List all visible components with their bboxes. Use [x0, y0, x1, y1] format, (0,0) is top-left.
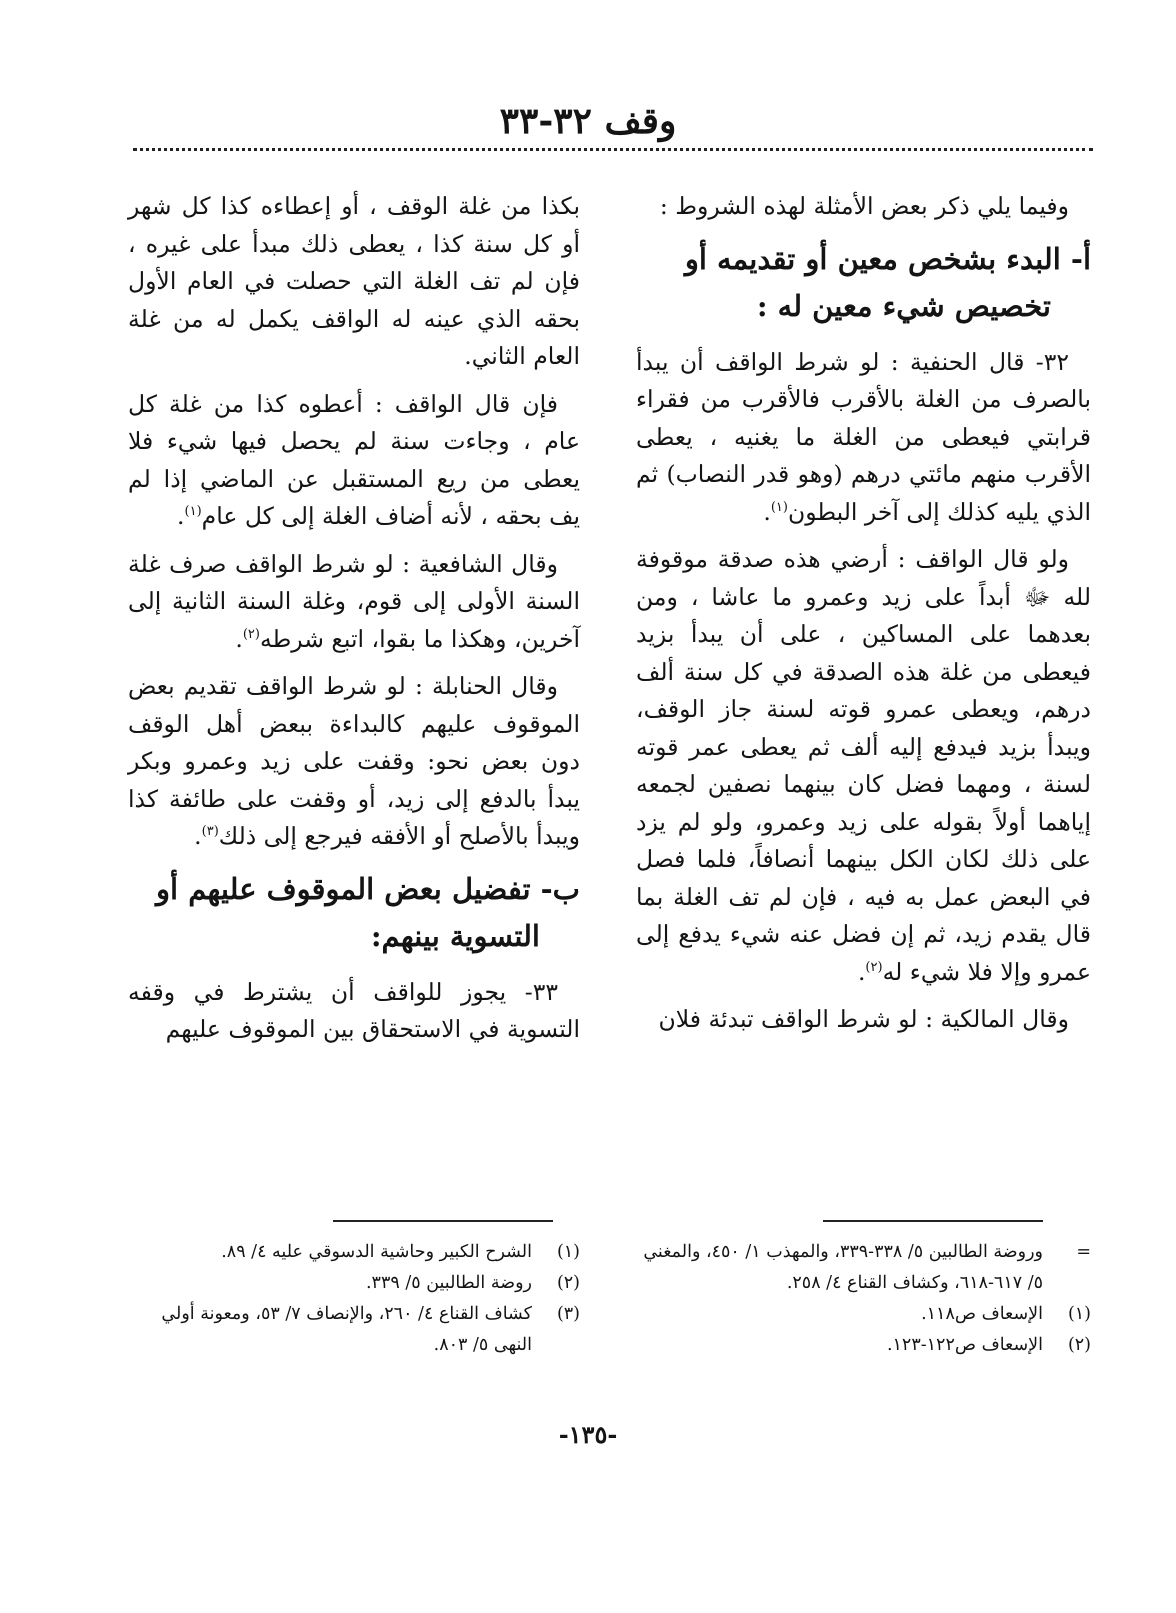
footnote-item	[128, 1237, 580, 1268]
paragraph-yearly-end: .	[177, 502, 185, 530]
paragraph-continuation: بكذا من غلة الوقف ، أو إعطاءه كذا كل شهر أو كل سنة كذا ، يعطى ذلك مبدأ على غيره ، فإن لم تف الغلة التي حصلت في العام الأول بحقه الذي عينه له الواقف يكمل له من غلة العام الثاني.	[128, 192, 580, 370]
footnote-item	[128, 1268, 580, 1299]
footnotes-left	[128, 1237, 580, 1361]
paragraph-hanbali-text: وقال الحنابلة : لو شرط الواقف تقديم بعض الموقوف عليهم كالبداءة ببعض أهل الوقف دون بعض نحو: وقفت على زيد وعمرو وبكر يبدأ بالدفع إلى زيد، أو وقفت على طائفة كذا ويبدأ بالأصلح أو الأفقه فيرجع إلى ذلك	[128, 672, 580, 850]
section-heading-a-line1: أ- البدء بشخص معين أو تقديمه أو	[684, 241, 1091, 276]
footnote-text: الشرح الكبير وحاشية الدسوقي عليه ٤/ ٨٩.	[221, 1242, 532, 1262]
footnote-text: روضة الطالبين ٥/ ٣٣٩.	[365, 1273, 532, 1293]
paragraph-hanbali	[128, 668, 580, 856]
footnote-item	[128, 1299, 580, 1361]
page-number: -١٣٥-	[558, 1420, 618, 1449]
paragraph-yearly-yield	[128, 386, 580, 536]
footnote-item	[636, 1237, 1091, 1299]
paragraph-33: ٣٣- يجوز للواقف أن يشترط في وقفه التسوية في الاستحقاق بين الموقوف عليهم	[128, 977, 580, 1043]
header-dotted-divider	[133, 148, 1093, 151]
paragraph-yearly-text: فإن قال الواقف : أعطوه كذا من غلة كل عام ، وجاءت سنة لم يحصل فيها شيء فلا يعطى من ريع المستقبل عن الماضي إذا لم يف بحقه ، لأنه أضاف الغلة إلى كل عام	[128, 389, 580, 530]
footnote-number: (٣)	[556, 1304, 580, 1324]
paragraph-32-end: .	[763, 497, 771, 526]
footnote-number: (١)	[556, 1242, 580, 1262]
paragraph-shafii-end: .	[235, 624, 243, 653]
footnote-number: (٢)	[556, 1273, 580, 1293]
paragraph-32-hanafi	[636, 344, 1091, 532]
footnote-number: (١)	[1067, 1304, 1091, 1324]
footnote-item	[636, 1299, 1091, 1330]
paragraph-maliki: وقال المالكية : لو شرط الواقف تبدئة فلان	[658, 1005, 1069, 1033]
section-heading-a	[636, 236, 1091, 330]
footnote-item	[636, 1330, 1091, 1361]
intro-paragraph: وفيما يلي ذكر بعض الأمثلة لهذه الشروط :	[659, 192, 1069, 220]
paragraph-waqif-end: .	[857, 957, 866, 986]
left-column	[128, 188, 580, 1059]
page-header-title: وقف ٣٢-٣٣	[499, 100, 677, 142]
section-heading-b	[128, 866, 580, 960]
footnote-number: (٢)	[1067, 1335, 1091, 1355]
paragraph-waqif-example	[636, 541, 1091, 991]
paragraph-32-text: ٣٢- قال الحنفية : لو شرط الواقف أن يبدأ بالصرف من الغلة بالأقرب فالأقرب من فقراء قرابتي فيعطى من الغلة ما يغنيه ، يعطى الأقرب منهم مائتي درهم (وهو قدر النصاب) ثم الذي يليه كذلك إلى آخر البطون	[636, 347, 1091, 526]
footnote-text: الإسعاف ص١٢٢-١٢٣.	[886, 1335, 1043, 1355]
paragraph-shafii-text: وقال الشافعية : لو شرط الواقف صرف غلة السنة الأولى إلى قوم، وغلة السنة الثانية إلى آخرين، وهكذا ما بقوا، اتبع شرطه	[128, 549, 580, 653]
right-column	[636, 188, 1091, 1049]
footnote-divider-right	[823, 1220, 1043, 1222]
paragraph-shafii	[128, 546, 580, 659]
section-heading-a-line2: تخصيص شيء معين له :	[756, 288, 1051, 323]
footnote-ref-2: (٢)	[865, 959, 883, 975]
footnote-text: الإسعاف ص١١٨.	[921, 1304, 1043, 1324]
section-heading-b-line2: التسوية بينهم:	[370, 918, 540, 953]
paragraph-waqif-text: ولو قال الواقف : أرضي هذه صدقة موقوفة لله ﷻ أبداً على زيد وعمرو ما عاشا ، ومن بعدهما على المساكين ، على أن يبدأ بزيد فيعطى من غلة هذه الصدقة في كل سنة ألف درهم، ويعطى عمرو قوته لسنة جاز الوقف، ويبدأ بزيد فيدفع إليه ألف ثم يعطى عمر قوته لسنة ، ومهما فضل كان بينهما نصفين لجمعه إياهما أولاً بقوله على زيد وعمرو، ولو لم يزد على ذلك لكان الكل بينهما أنصافاً، فلما فصل في البعض عمل به فيه ، فإن لم تف الغلة بما قال يقدم زيد، ثم إن فضل عنه شيء يدفع إلى عمرو وإلا فلا شيء له	[636, 545, 1091, 986]
footnotes-right	[636, 1237, 1091, 1361]
footnote-ref-1-left: (١)	[184, 504, 202, 520]
footnote-divider-left	[333, 1220, 553, 1222]
footnote-number: =	[1076, 1242, 1091, 1262]
footnote-ref-1: (١)	[770, 499, 788, 515]
footnote-text: كشاف القناع ٤/ ٢٦٠، والإنصاف ٧/ ٥٣، ومعونة أولي النهى ٥/ ٨٠٣.	[161, 1304, 532, 1355]
footnote-ref-2-left: (٢)	[242, 626, 260, 642]
footnote-text: وروضة الطالبين ٥/ ٣٣٨-٣٣٩، والمهذب ١/ ٤٥٠، والمغني ٥/ ٦١٧-٦١٨، وكشاف القناع ٤/ ٢٥٨.	[643, 1242, 1043, 1293]
section-heading-b-line1: ب- تفضيل بعض الموقوف عليهم أو	[156, 871, 580, 906]
paragraph-hanbali-end: .	[194, 822, 202, 850]
footnote-ref-3-left: (٣)	[201, 824, 219, 840]
